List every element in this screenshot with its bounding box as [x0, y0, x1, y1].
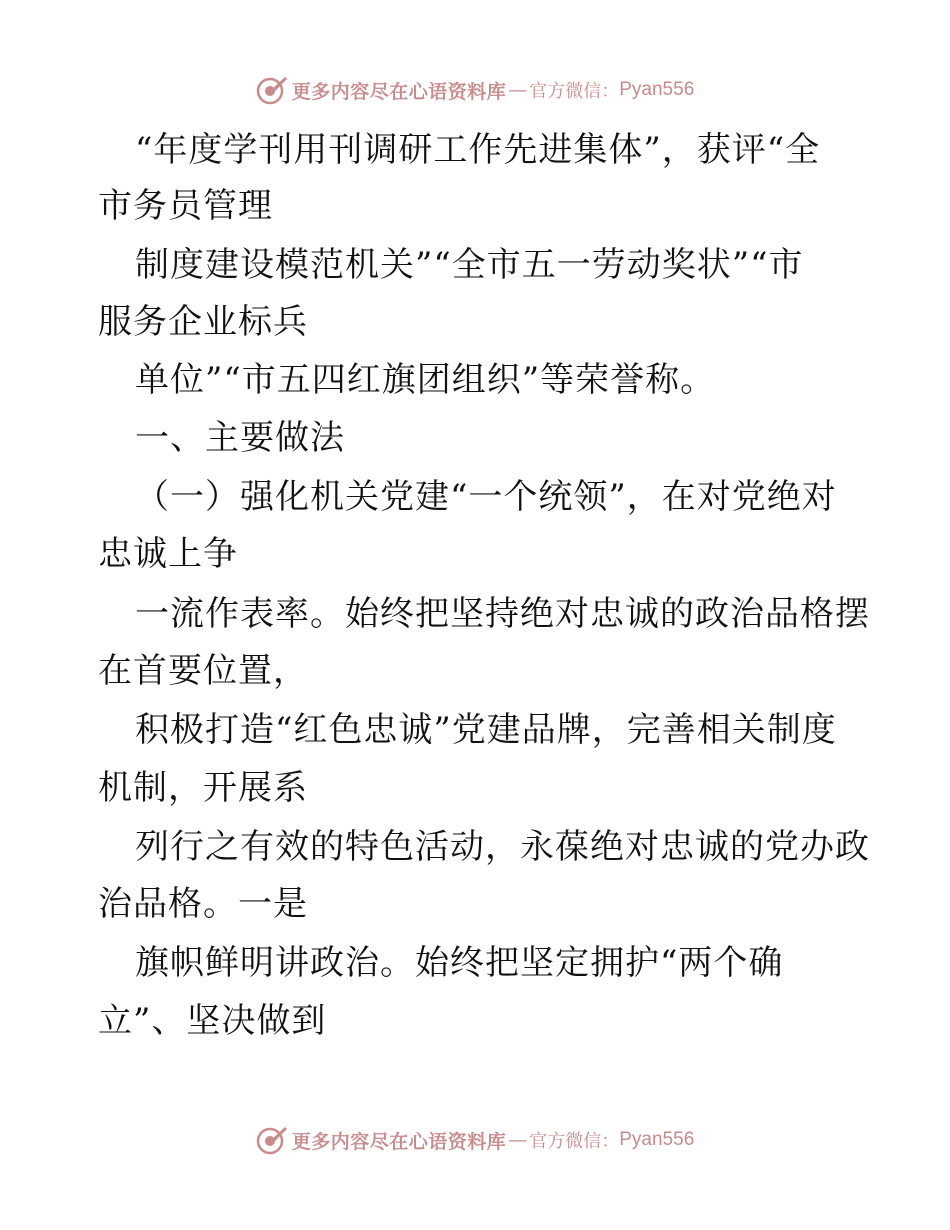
text-line: 旗帜鲜明讲政治。始终把坚定拥护“两个确 [135, 943, 784, 983]
banner-subtitle: 官方微信： [529, 81, 620, 102]
banner-separator: — [508, 1129, 528, 1151]
header-watermark [0, 70, 950, 110]
subsection-heading: （一）强化机关党建“一个统领”，在对党绝对 [135, 477, 837, 517]
banner-subtitle: 官方微信： [529, 1131, 620, 1152]
banner-title: 更多内容尽在心语资料库 [291, 80, 507, 103]
text-line: 机制，开展系 [98, 768, 308, 808]
banner-separator: — [508, 79, 528, 101]
text-line: 制度建设模范机关”“全市五一劳动奖状”“市 [135, 245, 804, 285]
text-line: 在首要位置， [98, 651, 308, 691]
banner-wechat-id: Pyan556 [619, 1129, 695, 1150]
text-line: 治品格。一是 [98, 884, 308, 924]
text-line: 立”、坚决做到 [98, 1001, 327, 1041]
pen-logo-icon [256, 74, 288, 106]
text-line: 服务企业标兵 [98, 302, 308, 342]
text-line: 一流作表率。始终把坚持绝对忠诚的政治品格摆 [135, 594, 870, 634]
text-line: 单位”“市五四红旗团组织”等荣誉称。 [135, 360, 716, 400]
pen-logo-icon [256, 1124, 288, 1156]
text-line: 市务员管理 [98, 186, 273, 226]
text-line: 积极打造“红色忠诚”党建品牌，完善相关制度 [135, 710, 837, 750]
text-line: 列行之有效的特色活动，永葆绝对忠诚的党办政 [135, 827, 870, 867]
banner-title: 更多内容尽在心语资料库 [291, 1130, 507, 1153]
banner-wechat-id: Pyan556 [619, 79, 695, 100]
text-line: “年度学刊用刊调研工作先进集体”，获评“全 [135, 130, 821, 170]
text-line: 忠诚上争 [98, 534, 238, 574]
footer-watermark [0, 1120, 950, 1160]
section-heading: 一、主要做法 [135, 418, 345, 458]
